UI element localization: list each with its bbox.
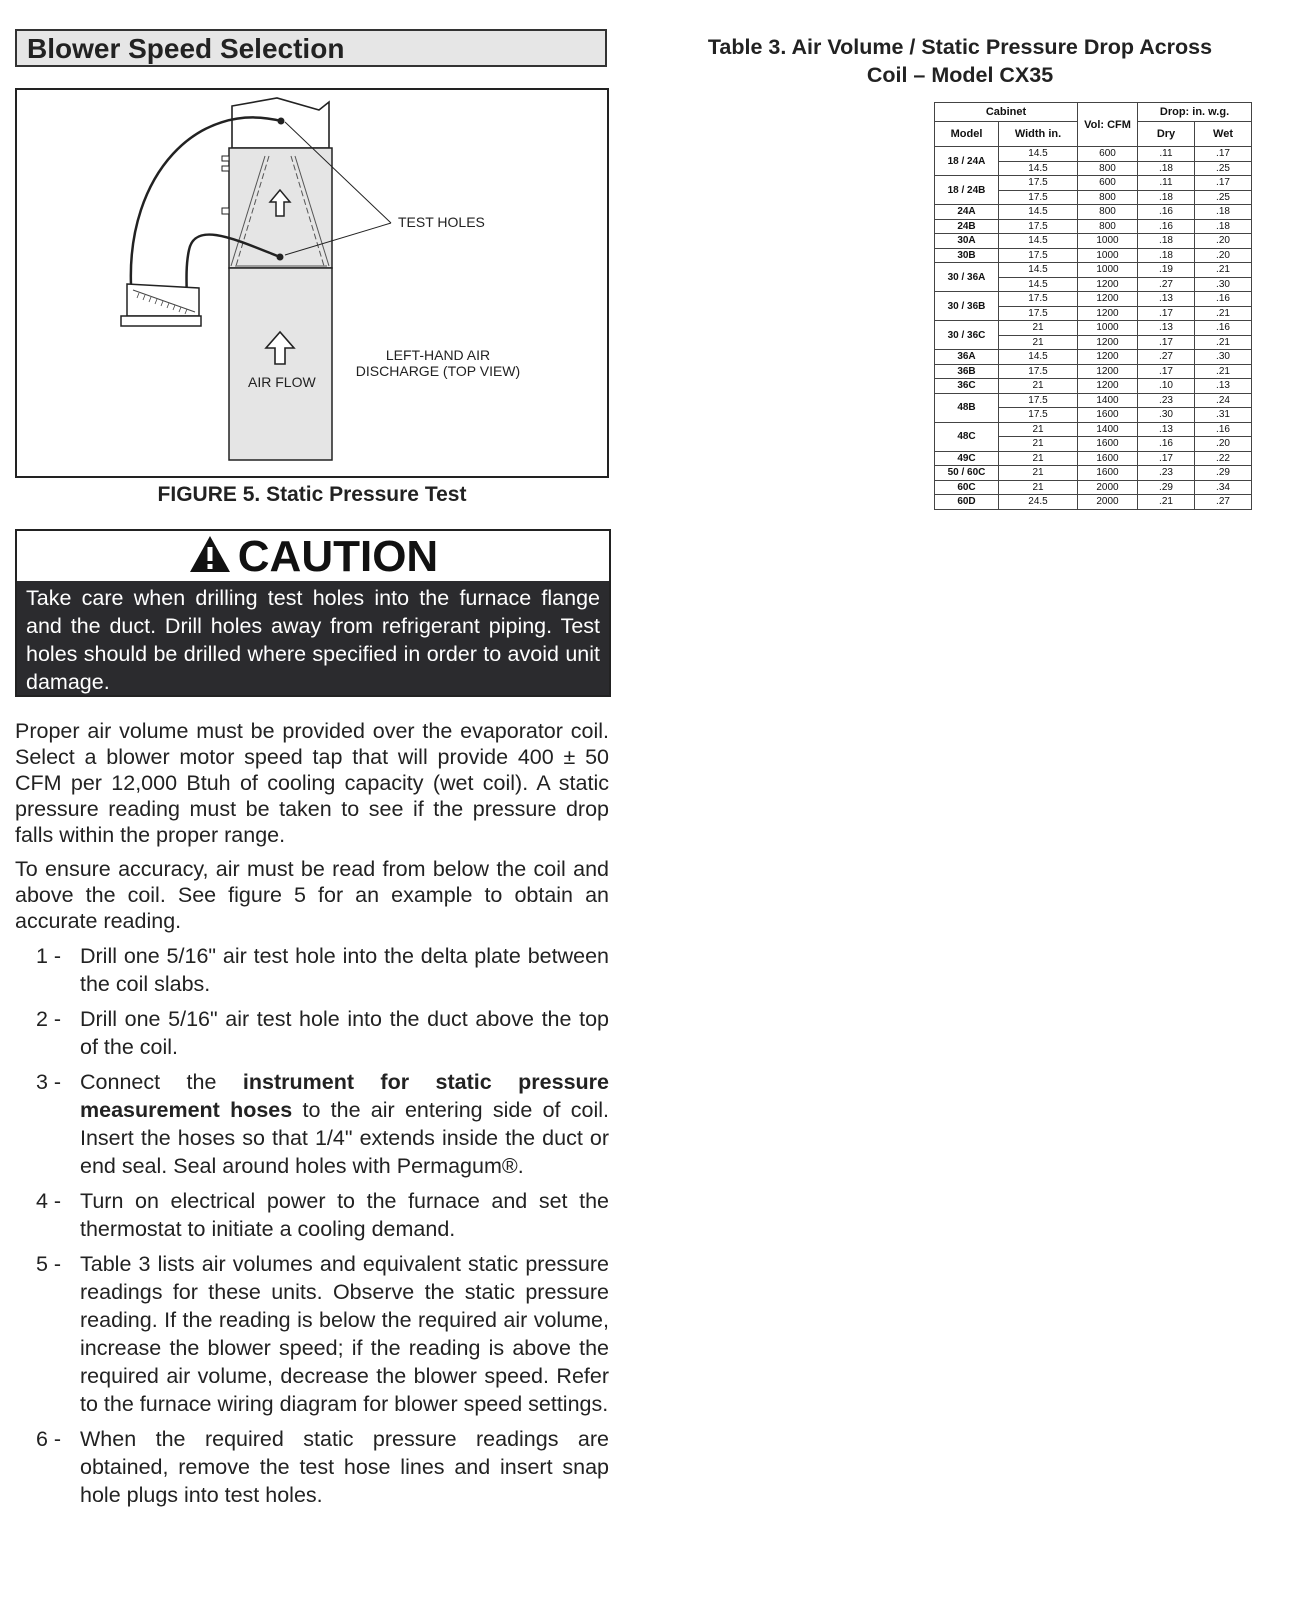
width-cell: 24.5 [999,495,1078,510]
step-number: 4 - [36,1189,62,1213]
dry-cell: .13 [1138,422,1195,437]
width-cell: 17.5 [999,306,1078,321]
wet-cell: .27 [1195,495,1252,510]
table-row [935,466,1252,481]
cfm-cell: 1000 [1078,248,1138,263]
cfm-cell: 800 [1078,219,1138,234]
header-wet: Wet [1195,122,1252,147]
dry-cell: .29 [1138,480,1195,495]
width-cell: 21 [999,321,1078,336]
cfm-cell: 1000 [1078,321,1138,336]
table-row [935,495,1252,510]
dry-cell: .18 [1138,161,1195,176]
cfm-cell: 1600 [1078,408,1138,423]
cfm-cell: 1200 [1078,364,1138,379]
cfm-cell: 800 [1078,190,1138,205]
wet-cell: .18 [1195,205,1252,220]
table-row [935,379,1252,394]
model-cell: 48B [935,393,999,422]
step-text: Table 3 lists air volumes and equivalent static pressure readings for these units. Observe the static pressure reading. If the reading is below the required air volume, increase the blower speed; if the reading is above the required air volume, decrease the blower speed. Refer to the furnace wiring diagram for blower speed settings. [80,1252,609,1416]
wet-cell: .29 [1195,466,1252,481]
header-drop: Drop: in. w.g. [1138,103,1252,122]
cfm-cell: 2000 [1078,480,1138,495]
step-item [15,942,609,998]
cfm-cell: 1200 [1078,335,1138,350]
step-number: 5 - [36,1252,62,1276]
wet-cell: .21 [1195,306,1252,321]
width-cell: 17.5 [999,393,1078,408]
cfm-cell: 1200 [1078,350,1138,365]
step-item [15,1068,609,1180]
dry-cell: .30 [1138,408,1195,423]
dry-cell: .21 [1138,495,1195,510]
discharge-label [348,347,528,379]
width-cell: 17.5 [999,408,1078,423]
table-row [935,451,1252,466]
section-title: Blower Speed Selection [15,29,607,67]
wet-cell: .20 [1195,234,1252,249]
cfm-cell: 1400 [1078,422,1138,437]
step-text: Drill one 5/16" air test hole into the duct above the top of the coil. [80,1007,609,1059]
cfm-cell: 600 [1078,147,1138,162]
air-volume-table [934,102,1252,510]
header-model: Model [935,122,999,147]
wet-cell: .16 [1195,321,1252,336]
cfm-cell: 1600 [1078,437,1138,452]
table-row [935,321,1252,336]
model-cell: 24A [935,205,999,220]
step-text: Drill one 5/16" air test hole into the delta plate between the coil slabs. [80,944,609,996]
dry-cell: .10 [1138,379,1195,394]
wet-cell: .25 [1195,190,1252,205]
static-pressure-figure [15,88,609,478]
cfm-cell: 1200 [1078,379,1138,394]
width-cell: 21 [999,466,1078,481]
dry-cell: .11 [1138,147,1195,162]
dry-cell: .27 [1138,277,1195,292]
cfm-cell: 1600 [1078,466,1138,481]
static-pressure-diagram [17,90,611,480]
model-cell: 18 / 24A [935,147,999,176]
model-cell: 30A [935,234,999,249]
width-cell: 17.5 [999,219,1078,234]
model-cell: 30 / 36A [935,263,999,292]
model-cell: 30 / 36C [935,321,999,350]
step-number: 2 - [36,1007,62,1031]
width-cell: 14.5 [999,263,1078,278]
cfm-cell: 800 [1078,205,1138,220]
cfm-cell: 1600 [1078,451,1138,466]
model-cell: 36C [935,379,999,394]
table-row [935,364,1252,379]
air-flow-label: AIR FLOW [248,374,316,390]
width-cell: 21 [999,335,1078,350]
dry-cell: .27 [1138,350,1195,365]
model-cell: 60C [935,480,999,495]
dry-cell: .16 [1138,437,1195,452]
table-row [935,234,1252,249]
step-number: 6 - [36,1427,62,1451]
step-number: 1 - [36,944,62,968]
model-cell: 60D [935,495,999,510]
dry-cell: .17 [1138,451,1195,466]
model-cell: 30B [935,248,999,263]
dry-cell: .18 [1138,190,1195,205]
caution-title: CAUTION [237,532,439,581]
wet-cell: .16 [1195,422,1252,437]
wet-cell: .25 [1195,161,1252,176]
cfm-cell: 600 [1078,176,1138,191]
model-cell: 24B [935,219,999,234]
step-item [15,1187,609,1243]
wet-cell: .20 [1195,437,1252,452]
wet-cell: .18 [1195,219,1252,234]
table-row [935,205,1252,220]
width-cell: 14.5 [999,205,1078,220]
dry-cell: .16 [1138,205,1195,220]
caution-box [15,529,611,697]
width-cell: 21 [999,437,1078,452]
model-cell: 36B [935,364,999,379]
wet-cell: .21 [1195,263,1252,278]
table-row [935,248,1252,263]
wet-cell: .31 [1195,408,1252,423]
dry-cell: .16 [1138,219,1195,234]
table-row [935,480,1252,495]
paragraph-1: Proper air volume must be provided over the evaporator coil. Select a blower motor speed tap that will provide 400 ± 50 CFM per 12,000 Btuh of cooling capacity (wet coil). A static pressure reading must be taken to see if the pressure drop falls within the proper range. [15,719,609,847]
width-cell: 21 [999,422,1078,437]
table-row [935,393,1252,408]
step-item [15,1005,609,1061]
header-dry: Dry [1138,122,1195,147]
header-vol: Vol: CFM [1078,103,1138,147]
dry-cell: .11 [1138,176,1195,191]
table-row [935,292,1252,307]
wet-cell: .17 [1195,147,1252,162]
step-text: Turn on electrical power to the furnace and set the thermostat to initiate a cooling demand. [80,1189,609,1241]
width-cell: 17.5 [999,292,1078,307]
wet-cell: .20 [1195,248,1252,263]
table-row [935,350,1252,365]
table-title-line2: Coil – Model CX35 [866,63,1054,87]
width-cell: 14.5 [999,147,1078,162]
cfm-cell: 1000 [1078,234,1138,249]
width-cell: 14.5 [999,277,1078,292]
table-row [935,147,1252,162]
wet-cell: .30 [1195,277,1252,292]
test-holes-label: TEST HOLES [398,214,485,230]
wet-cell: .34 [1195,480,1252,495]
dry-cell: .17 [1138,335,1195,350]
cfm-cell: 1200 [1078,277,1138,292]
dry-cell: .18 [1138,234,1195,249]
cfm-cell: 1200 [1078,306,1138,321]
model-cell: 18 / 24B [935,176,999,205]
width-cell: 14.5 [999,350,1078,365]
table-row [935,219,1252,234]
table-row [935,176,1252,191]
step-text-bold: instrument for static pressure measurement hoses [80,1070,609,1122]
header-cabinet: Cabinet [935,103,1078,122]
width-cell: 21 [999,451,1078,466]
cfm-cell: 1000 [1078,263,1138,278]
dry-cell: .23 [1138,393,1195,408]
dry-cell: .23 [1138,466,1195,481]
cfm-cell: 1200 [1078,292,1138,307]
wet-cell: .22 [1195,451,1252,466]
width-cell: 14.5 [999,234,1078,249]
model-cell: 36A [935,350,999,365]
body-text [15,718,609,1516]
step-number: 3 - [36,1070,62,1094]
caution-header [17,531,609,581]
figure-caption: FIGURE 5. Static Pressure Test [157,483,467,506]
width-cell: 17.5 [999,176,1078,191]
dry-cell: .13 [1138,292,1195,307]
step-text: to the air entering side of coil. Insert the hoses so that 1/4" extends inside the duct or end seal. Seal around holes with Permagum®. [80,1098,610,1178]
step-text: When the required static pressure readings are obtained, remove the test hose lines and insert snap hole plugs into test holes. [80,1427,609,1507]
wet-cell: .17 [1195,176,1252,191]
discharge-label-line2: DISCHARGE (TOP VIEW) [355,363,521,379]
step-text-pre: Connect the [80,1070,243,1094]
model-cell: 30 / 36B [935,292,999,321]
caution-text: Take care when drilling test holes into the furnace flange and the duct. Drill holes away from refrigerant piping. Test holes should be drilled where specified in order to avoid unit damage. [17,581,609,695]
width-cell: 17.5 [999,364,1078,379]
width-cell: 21 [999,379,1078,394]
table-row [935,422,1252,437]
width-cell: 17.5 [999,190,1078,205]
width-cell: 14.5 [999,161,1078,176]
model-cell: 48C [935,422,999,451]
procedure-steps [15,942,609,1509]
discharge-label-line1: LEFT-HAND AIR [385,347,491,363]
paragraph-2: To ensure accuracy, air must be read from below the coil and above the coil. See figure 5 for an example to obtain an accurate reading. [15,857,609,933]
dry-cell: .19 [1138,263,1195,278]
table-title-line1: Table 3. Air Volume / Static Pressure Drop Across [707,35,1213,59]
model-cell: 49C [935,451,999,466]
cfm-cell: 1400 [1078,393,1138,408]
header-width: Width in. [999,122,1078,147]
cfm-cell: 800 [1078,161,1138,176]
wet-cell: .21 [1195,335,1252,350]
wet-cell: .13 [1195,379,1252,394]
step-item [15,1425,609,1509]
model-cell: 50 / 60C [935,466,999,481]
wet-cell: .30 [1195,350,1252,365]
wet-cell: .21 [1195,364,1252,379]
width-cell: 21 [999,480,1078,495]
cfm-cell: 2000 [1078,495,1138,510]
step-item [15,1250,609,1418]
wet-cell: .16 [1195,292,1252,307]
warning-triangle-icon [188,534,232,574]
table-title [640,33,1280,89]
table-body [935,147,1252,510]
dry-cell: .13 [1138,321,1195,336]
dry-cell: .17 [1138,306,1195,321]
wet-cell: .24 [1195,393,1252,408]
width-cell: 17.5 [999,248,1078,263]
dry-cell: .17 [1138,364,1195,379]
dry-cell: .18 [1138,248,1195,263]
table-row [935,263,1252,278]
